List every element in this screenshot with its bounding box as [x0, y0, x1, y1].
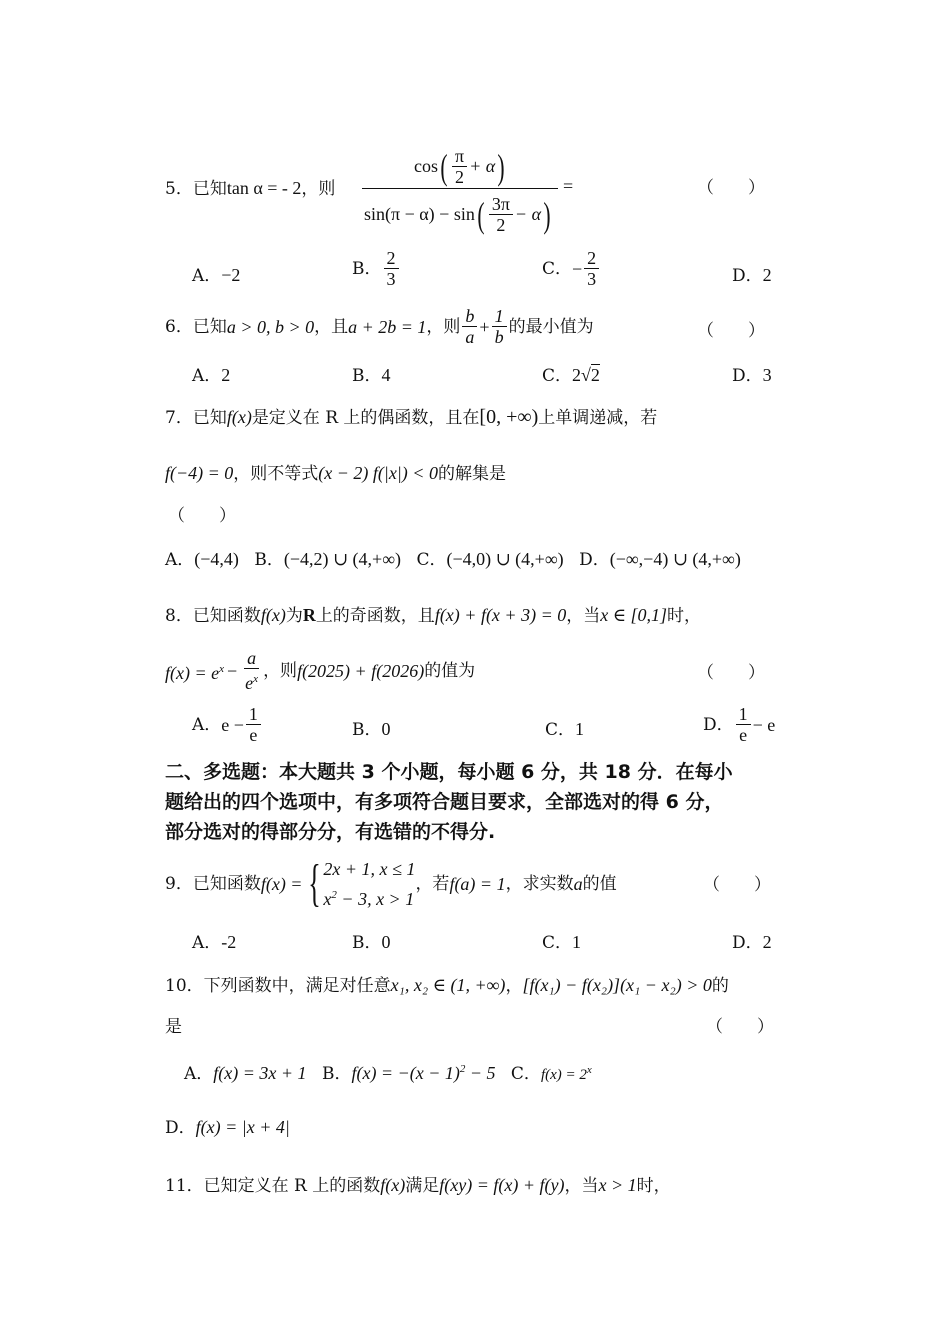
q6-frac2-den: b	[494, 327, 504, 347]
q6-option-c-root: 2	[590, 365, 600, 385]
q7-options	[165, 548, 741, 571]
q7-line2	[165, 462, 506, 485]
q9-option-b-label: B．	[352, 933, 382, 953]
q7-bracket: （ ）	[168, 506, 236, 526]
q6-option-d	[732, 364, 772, 387]
q8-line2-frac-den-base: e	[245, 673, 254, 693]
q7-option-c-value: (−4,0) ∪ (4,+∞)	[446, 549, 564, 569]
q5-den-rparen: )	[543, 194, 551, 235]
q8-line1-a: 已知函数	[192, 606, 261, 626]
q8-line2-frac	[242, 648, 261, 693]
q6-option-c-radical: √2	[581, 365, 600, 385]
q5-fraction-denominator	[364, 194, 553, 235]
q6-option-a	[192, 364, 230, 387]
q5-option-d-value: 2	[762, 265, 772, 285]
q9-number: 9．	[165, 874, 193, 894]
q9-option-d	[732, 931, 772, 954]
q6-option-c	[542, 364, 600, 387]
q8-option-a-den: e	[249, 725, 258, 745]
q6-frac2	[492, 306, 507, 347]
q6-line	[165, 306, 594, 347]
section2-line3: 部分选对的得部分分，有选错的不得分.	[165, 821, 496, 843]
q10-option-c-label: C．	[510, 1064, 541, 1084]
q9-line	[165, 856, 617, 912]
q5-then: ，则	[301, 179, 336, 199]
q8-line2-frac-num: a	[244, 648, 259, 669]
q8-line1	[165, 604, 701, 627]
q6-option-b-label: B．	[352, 366, 382, 386]
q8-line2-c: 的值为	[424, 660, 476, 681]
q6-option-c-coef: 2	[572, 365, 582, 385]
q6-option-a-value: 2	[221, 365, 231, 385]
q6-option-a-label: A．	[192, 366, 222, 386]
q9-cases	[323, 856, 415, 912]
q8-option-a-label: A．	[192, 714, 222, 735]
q9-fx: f(x) =	[260, 874, 303, 894]
q8-option-d-num: 1	[736, 704, 751, 725]
q5-option-c-den: 3	[587, 269, 597, 289]
q5-option-c-label: C．	[542, 258, 573, 279]
q11-suffix: 时，	[636, 1176, 671, 1196]
q6-prefix: 已知	[192, 316, 227, 337]
q5-den-inner-fraction	[489, 194, 513, 235]
q8-option-c	[545, 718, 584, 741]
q6-option-d-value: 3	[762, 365, 772, 385]
q9-option-c-value: 1	[572, 932, 582, 952]
q10-option-c-sup: x	[586, 1064, 592, 1076]
q5-option-a-label: A．	[192, 266, 222, 286]
q5-fraction	[362, 140, 558, 240]
q11-number: 11．	[165, 1176, 204, 1196]
q10-option-d-label: D．	[165, 1118, 196, 1138]
q8-option-b-label: B．	[352, 720, 382, 740]
q5-condition: tan α = - 2	[226, 178, 302, 198]
q5-num-inner-fraction	[452, 146, 467, 187]
q9-case2-sup: 2	[331, 889, 337, 901]
q9-case2	[323, 882, 415, 912]
q10-option-c-value-base: f(x) = 2	[540, 1067, 587, 1083]
q9-prefix: 已知函数	[192, 874, 261, 894]
q5-option-a	[192, 264, 240, 287]
q9-case2-a: x	[323, 889, 332, 909]
q8-bracket: （ ）	[697, 663, 765, 683]
q6-option-b-value: 4	[381, 365, 391, 385]
q8-option-c-value: 1	[575, 719, 585, 739]
q5-option-b-den: 3	[386, 269, 396, 289]
q5-bracket: （ ）	[697, 178, 765, 198]
q10-option-d	[165, 1116, 290, 1139]
q5-num-inner-den: 2	[455, 167, 465, 187]
q6-frac1-den: a	[465, 327, 475, 347]
q8-line1-e: 时，	[667, 606, 702, 626]
q8-sum: f(2025) + f(2026)	[297, 660, 425, 681]
q8-line1-d: ，当	[566, 606, 601, 626]
q5-option-d	[732, 264, 772, 287]
q8-option-c-label: C．	[545, 720, 576, 740]
q9-option-b	[352, 931, 391, 954]
q9-option-b-value: 0	[381, 932, 391, 952]
q8-option-a-frac	[246, 704, 261, 745]
q10-line1	[165, 974, 729, 997]
q10-cond: [f(x₁) − f(x₂)](x₁ − x₂) > 0	[522, 975, 712, 995]
q10-option-b-label: B．	[321, 1064, 352, 1084]
q9-option-d-value: 2	[762, 932, 772, 952]
q9-option-a-value: -2	[221, 932, 237, 952]
q6-frac1	[462, 306, 477, 347]
q8-line2-lhs	[165, 658, 224, 684]
section2-line1: 二、多选题：本大题共 3 个小题，每小题 6 分，共 18 分．在每小	[165, 761, 733, 783]
q8-line2	[165, 648, 475, 693]
q5-option-b	[352, 248, 401, 289]
q5-option-b-num: 2	[384, 248, 399, 269]
q8-option-d-den: e	[739, 725, 748, 745]
q8-eq: f(x) + f(x + 3) = 0	[434, 605, 567, 625]
q9-option-c	[542, 931, 581, 954]
q8-line2-minus: −	[227, 660, 238, 681]
q5-fraction-bar	[362, 188, 558, 189]
q10-option-b-value-a: f(x) = −(x − 1)	[351, 1063, 460, 1083]
q9-case2-b: − 3, x > 1	[336, 889, 415, 909]
q8-line2-sup: x	[219, 662, 225, 675]
q9-var: a	[573, 874, 583, 894]
q5-line	[165, 177, 335, 200]
q10-vars: x₁, x₂ ∈ (1, +∞)	[390, 975, 506, 995]
q6-mid: ，且	[314, 316, 349, 337]
q9-suffix-a: ，求实数	[505, 874, 574, 894]
q5-option-c-sign: −	[572, 258, 583, 279]
q7-option-a-value: (−4,4)	[194, 549, 239, 569]
q7-number: 7．	[165, 408, 193, 428]
q11-cond: x > 1	[598, 1175, 637, 1195]
q6-suffix: 的最小值为	[508, 316, 594, 337]
q10-option-a-value: f(x) = 3x + 1	[213, 1063, 307, 1083]
q7-line1-c: 上单调递减，若	[538, 408, 658, 428]
q11-eq: f(xy) = f(x) + f(y)	[439, 1175, 565, 1195]
q5-den-rest: − α	[514, 204, 542, 224]
q6-cond2: a + 2b = 1	[348, 316, 427, 337]
q10-prefix: 下列函数中，满足对任意	[203, 976, 391, 996]
q6-frac2-num: 1	[492, 306, 507, 327]
q7-line2-a: f(−4) = 0	[165, 463, 234, 483]
q5-option-c	[542, 248, 601, 289]
q6-number: 6．	[165, 316, 193, 337]
q10-option-a-label: A．	[184, 1064, 214, 1084]
q5-option-d-label: D．	[732, 266, 763, 286]
q7-option-d-label: D．	[579, 550, 610, 570]
q8-line2-frac-den	[242, 669, 261, 693]
q10-option-b-sup: 2	[459, 1063, 466, 1075]
q5-num-rparen: )	[497, 146, 505, 187]
q10-number: 10．	[165, 976, 204, 996]
q5-num-inner-num: π	[452, 146, 467, 167]
q7-option-d-value: (−∞,−4) ∪ (4,+∞)	[609, 549, 741, 569]
q5-option-b-label: B．	[352, 258, 382, 279]
q7-line2-c: 的解集是	[437, 464, 506, 484]
q8-line1-b: 为	[285, 606, 303, 626]
q6-frac1-num: b	[462, 306, 477, 327]
q9-option-d-label: D．	[732, 933, 763, 953]
q5-den-left: sin(π − α) − sin	[364, 204, 475, 224]
q9-option-a	[192, 931, 236, 954]
q5-num-fn: cos	[414, 156, 438, 176]
q8-domain: x ∈ [0,1]	[600, 605, 668, 625]
q10-option-b-value	[351, 1063, 495, 1083]
q5-num-lparen: (	[440, 146, 448, 187]
q8-option-a	[192, 704, 263, 745]
q5-den-inner-num: 3π	[489, 194, 513, 215]
q8-line1-c: 上的奇函数，且	[315, 606, 435, 626]
q7-line2-b: ，则不等式	[233, 464, 319, 484]
q10-options-row	[184, 1058, 592, 1086]
q7-line1-b: 是定义在 R 上的偶函数，且在	[251, 408, 480, 428]
q7-interval: [0, +∞)	[479, 406, 539, 428]
q10-bracket: （ ）	[706, 1017, 774, 1037]
q7-line1	[165, 406, 657, 429]
q7-option-b-value: (−4,2) ∪ (4,+∞)	[283, 549, 402, 569]
q9-case1: 2x + 1, x ≤ 1	[323, 859, 416, 879]
q5-den-lparen: (	[477, 194, 485, 235]
q9-mid: ，若	[415, 874, 450, 894]
q8-option-b	[352, 718, 391, 741]
q9-option-c-label: C．	[542, 933, 573, 953]
q10-comma: ，	[505, 976, 523, 996]
q9-option-a-label: A．	[192, 933, 222, 953]
q8-option-d-post: − e	[752, 714, 776, 735]
q10-option-c-value	[540, 1064, 592, 1083]
q10-option-b-value-b: − 5	[465, 1063, 496, 1083]
q8-R: R	[302, 605, 316, 625]
section2-line2: 题给出的四个选项中，有多项符合题目要求，全部选对的得 6 分，	[165, 791, 724, 813]
q7-option-a-label: A．	[165, 550, 195, 570]
q11-mid: 满足	[405, 1176, 440, 1196]
q8-option-d	[703, 704, 775, 745]
q5-den-inner-den: 2	[496, 215, 506, 235]
q8-line2-b: ，则	[263, 660, 298, 681]
q8-option-a-num: 1	[246, 704, 261, 725]
q8-option-a-pre: e −	[221, 714, 244, 735]
q8-fx: f(x)	[260, 605, 286, 625]
q6-option-b	[352, 364, 391, 387]
q5-option-b-fraction	[384, 248, 399, 289]
q8-option-d-frac	[736, 704, 751, 745]
q8-line2-frac-den-sup: x	[253, 673, 259, 685]
q5-num-rest: + α	[469, 156, 496, 176]
q11-prefix: 已知定义在 R 上的函数	[203, 1176, 381, 1196]
q6-option-d-label: D．	[732, 366, 763, 386]
q10-option-d-value: f(x) = |x + 4|	[195, 1117, 290, 1137]
q7-ineq: (x − 2) f(|x|) < 0	[318, 463, 438, 483]
q6-plus: +	[479, 316, 490, 337]
q5-number: 5．	[165, 179, 193, 199]
q8-line2-lhs-text: f(x) = e	[165, 662, 220, 683]
q5-fraction-numerator	[414, 146, 507, 187]
q5-option-c-num: 2	[584, 248, 599, 269]
q6-cond1: a > 0, b > 0	[226, 316, 315, 337]
q5-option-c-fraction	[584, 248, 599, 289]
q8-number: 8．	[165, 606, 193, 626]
q6-then: ，则	[426, 316, 461, 337]
q11-line	[165, 1174, 671, 1197]
q9-bracket: （ ）	[703, 875, 771, 895]
q7-fx: f(x)	[226, 407, 252, 427]
q5-option-a-value: −2	[221, 265, 241, 285]
q6-option-c-label: C．	[542, 366, 573, 386]
q9-cond: f(a) = 1	[449, 874, 506, 894]
q11-fx: f(x)	[380, 1175, 406, 1195]
q10-line2: 是	[165, 1017, 182, 1037]
q9-brace: {	[308, 855, 322, 912]
q7-line1-a: 已知	[192, 408, 227, 428]
q8-option-b-value: 0	[381, 719, 391, 739]
q11-then: ，当	[564, 1176, 599, 1196]
q5-equals: =	[563, 176, 574, 196]
q7-option-c-label: C．	[416, 550, 447, 570]
q8-option-d-label: D．	[703, 714, 734, 735]
q5-prefix: 已知	[192, 179, 227, 199]
q10-suffix: 的	[711, 976, 729, 996]
q6-bracket: （ ）	[697, 321, 765, 341]
q9-suffix-b: 的值	[582, 874, 617, 894]
q7-option-b-label: B．	[254, 550, 284, 570]
